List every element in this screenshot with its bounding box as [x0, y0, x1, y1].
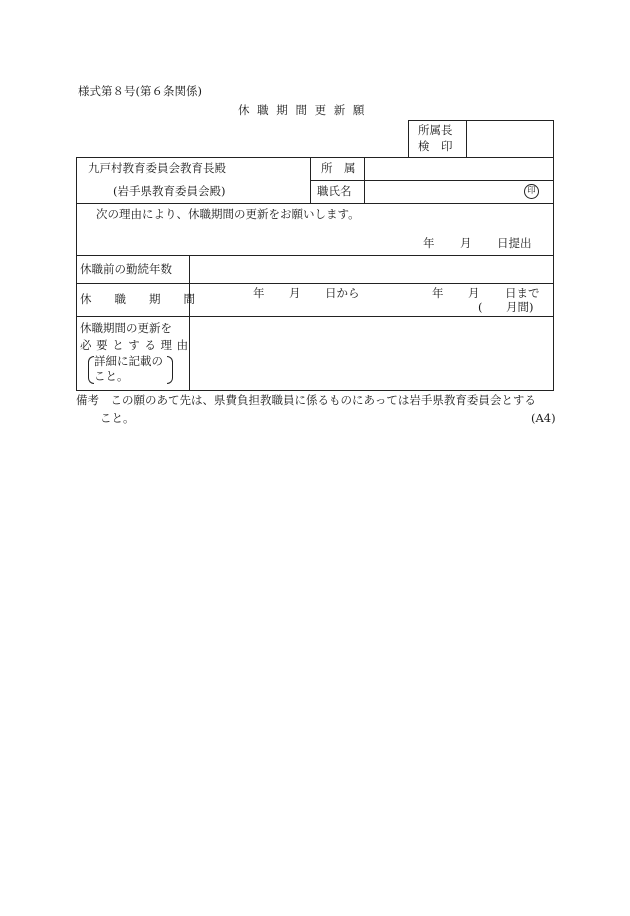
- reason-label-line2: 必要とする理由: [80, 338, 193, 352]
- leave-duration-open: (: [478, 300, 483, 314]
- approval-label-line2: 検 印: [418, 139, 453, 153]
- name-label: 職氏名: [317, 184, 352, 198]
- service-years-label: 休職前の勤続年数: [80, 262, 172, 276]
- affiliation-label: 所 属: [321, 161, 356, 175]
- leave-from-day: 日から: [325, 286, 360, 300]
- leave-duration-months: 月間): [506, 300, 534, 314]
- reason-note-line2: こと。: [94, 369, 129, 383]
- submission-year-label: 年: [423, 236, 435, 250]
- form-number: 様式第８号(第６条関係): [78, 84, 202, 98]
- remarks-line1: 備考 この願のあて先は、県費負担教職員に係るものにあっては岩手県教育委員会とする: [76, 393, 536, 407]
- leave-from-month: 月: [289, 286, 301, 300]
- reason-field[interactable]: [191, 317, 551, 389]
- seal-icon: 印: [524, 184, 539, 199]
- leave-period-label: 休 職 期 間: [80, 292, 195, 306]
- leave-to-month: 月: [468, 286, 480, 300]
- addressee-line1: 九戸村教育委員会教育長殿: [88, 161, 226, 175]
- reason-label-line1: 休職期間の更新を: [80, 321, 172, 335]
- addressee-line2: (岩手県教育委員会殿): [113, 184, 226, 198]
- service-years-field[interactable]: [191, 256, 551, 282]
- leave-to-day: 日まで: [505, 286, 540, 300]
- leave-to-year: 年: [432, 286, 444, 300]
- submission-day-label: 日提出: [497, 236, 532, 250]
- leave-from-year: 年: [253, 286, 265, 300]
- affiliation-field[interactable]: [366, 158, 552, 180]
- note-bracket-right: [167, 356, 173, 384]
- paper-size-note: (A4): [531, 411, 556, 425]
- remarks-line2: こと。: [100, 411, 135, 425]
- form-title: 休 職 期 間 更 新 願: [238, 103, 367, 117]
- name-field[interactable]: [366, 181, 516, 203]
- request-statement: 次の理由により、休職期間の更新をお願いします。: [96, 207, 360, 221]
- submission-month-label: 月: [460, 236, 472, 250]
- reason-note-line1: 詳細に記載の: [94, 354, 163, 368]
- approval-label-line1: 所属長: [418, 123, 453, 137]
- approval-stamp-area[interactable]: [467, 121, 553, 157]
